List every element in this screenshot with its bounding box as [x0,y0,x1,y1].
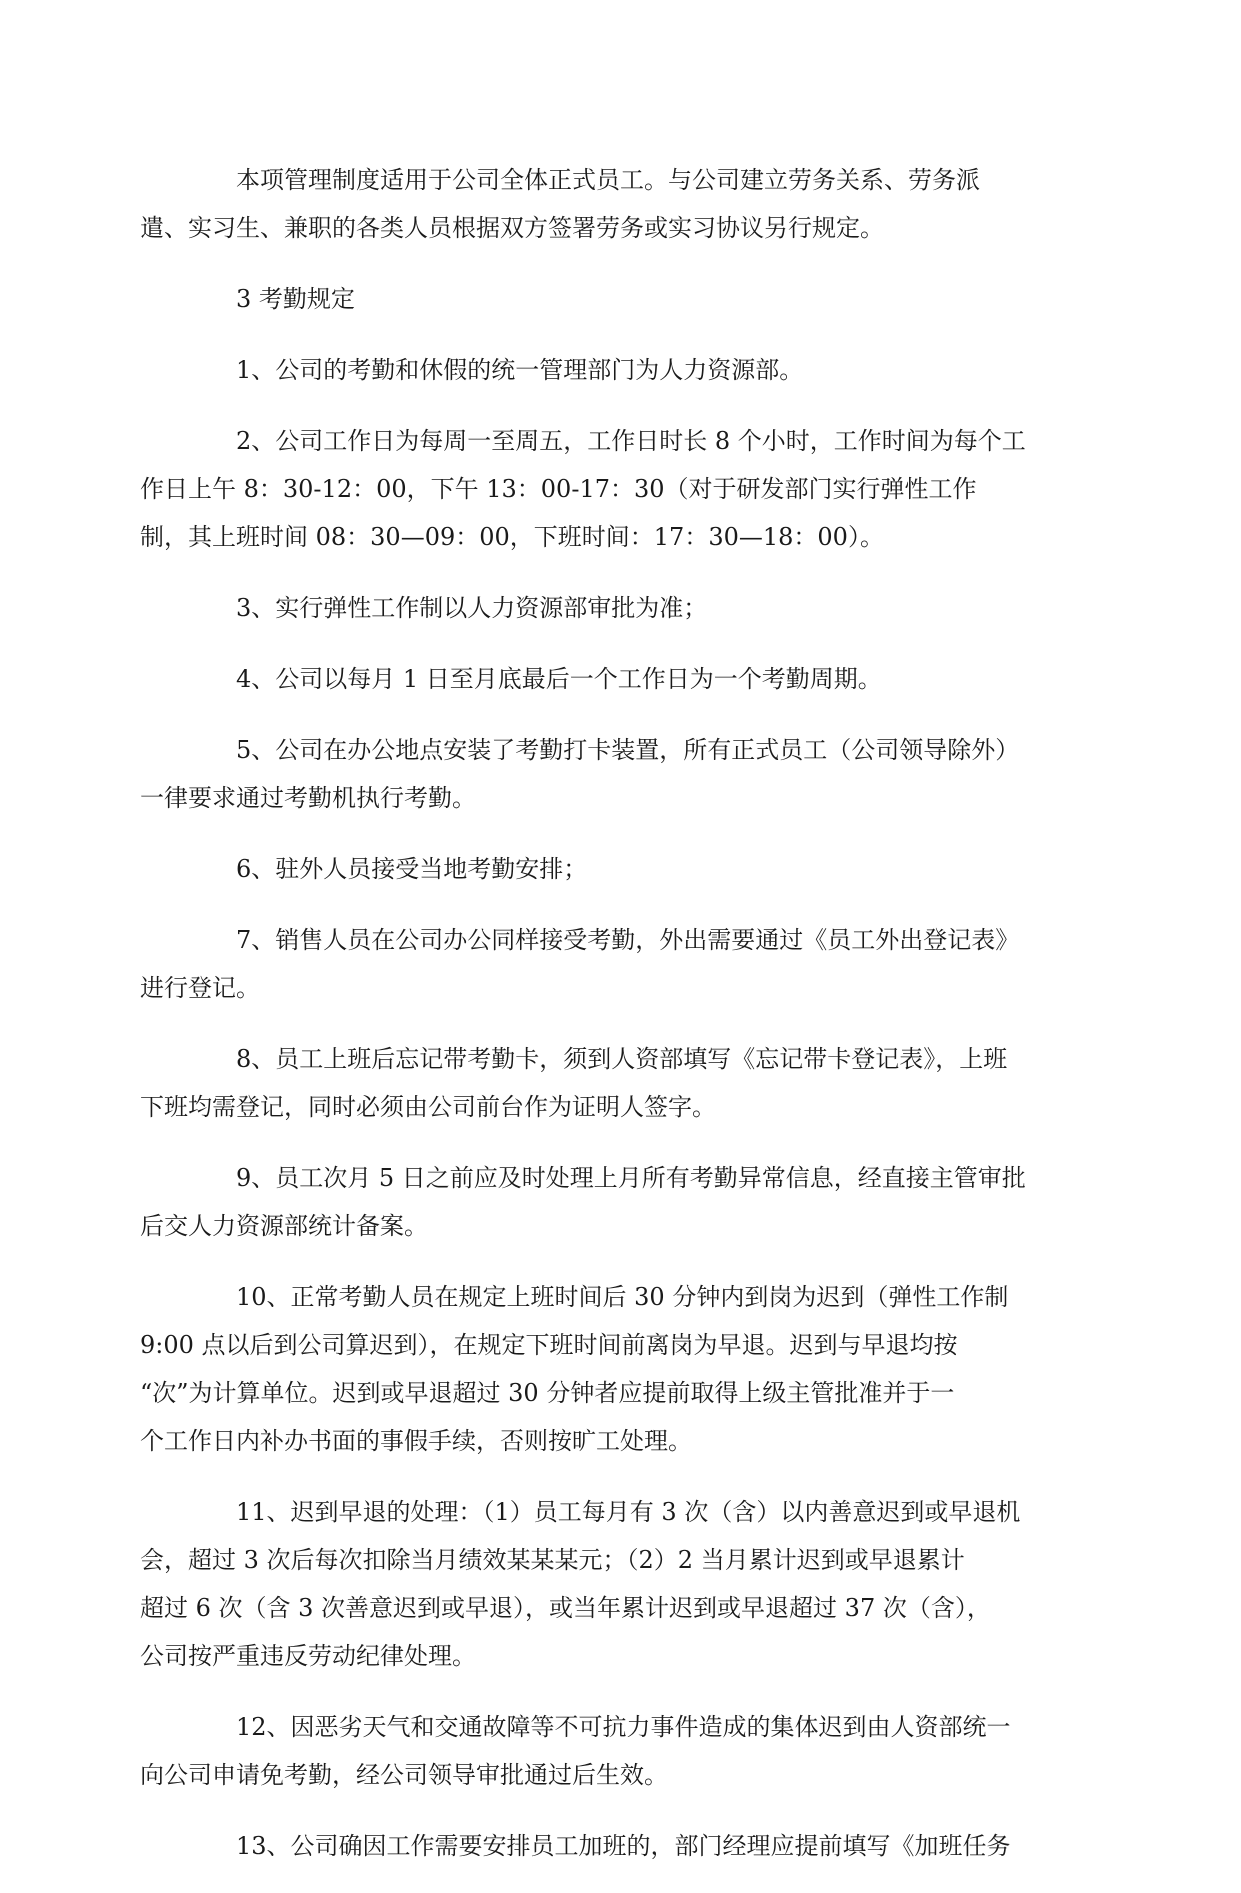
paragraph [188,845,1056,893]
paragraph [140,417,1056,561]
paragraph [140,916,1056,1012]
text-line: 个工作日内补办书面的事假手续，否则按旷工处理。 [140,1427,692,1455]
paragraph [140,156,1056,252]
text-line: 后交人力资源部统计备案。 [140,1212,428,1240]
paragraph [188,346,1056,394]
text-line: 公司按严重违反劳动纪律处理。 [140,1642,476,1670]
text-line: 10、正常考勤人员在规定上班时间后 30 分钟内到岗为迟到（弹性工作制 [236,1283,1009,1311]
text-line: 7、销售人员在公司办公同样接受考勤，外出需要通过《员工外出登记表》 [236,926,1020,954]
text-line: 6、驻外人员接受当地考勤安排； [236,855,588,883]
text-line: 本项管理制度适用于公司全体正式员工。与公司建立劳务关系、劳务派 [236,166,980,194]
paragraph [140,1703,1056,1799]
text-line: 13、公司确因工作需要安排员工加班的，部门经理应提前填写《加班任务 [236,1832,1011,1860]
text-line: 遣、实习生、兼职的各类人员根据双方签署劳务或实习协议另行规定。 [140,214,884,242]
paragraph [140,1488,1056,1680]
text-line: 8、员工上班后忘记带考勤卡，须到人资部填写《忘记带卡登记表》，上班 [236,1045,1008,1073]
paragraph [140,726,1056,822]
text-line: “次”为计算单位。迟到或早退超过 30 分钟者应提前取得上级主管批准并于一 [140,1379,955,1407]
text-line: 12、因恶劣天气和交通故障等不可抗力事件造成的集体迟到由人资部统一 [236,1713,1011,1741]
text-line: 超过 6 次（含 3 次善意迟到或早退），或当年累计迟到或早退超过 37 次（含）， [140,1594,991,1622]
paragraph [188,275,1056,323]
paragraph [140,1035,1056,1131]
paragraph [140,1273,1056,1465]
paragraph [188,655,1056,703]
text-line: 9、员工次月 5 日之前应及时处理上月所有考勤异常信息，经直接主管审批 [236,1164,1026,1192]
text-line: 1、公司的考勤和休假的统一管理部门为人力资源部。 [236,356,804,384]
text-line: 一律要求通过考勤机执行考勤。 [140,784,476,812]
paragraph [188,584,1056,632]
text-line: 制，其上班时间 08：30—09：00，下班时间：17：30—18：00）。 [140,523,884,551]
text-line: 下班均需登记，同时必须由公司前台作为证明人签字。 [140,1093,716,1121]
document-body [140,156,1056,1893]
text-line: 5、公司在办公地点安装了考勤打卡装置，所有正式员工（公司领导除外） [236,736,1020,764]
text-line: 作日上午 8：30-12：00，下午 13：00-17：30（对于研发部门实行弹性工作 [140,475,977,503]
text-line: 向公司申请免考勤，经公司领导审批通过后生效。 [140,1761,668,1789]
text-line: 9:00 点以后到公司算迟到），在规定下班时间前离岗为早退。迟到与早退均按 [140,1331,958,1359]
text-line: 2、公司工作日为每周一至周五，工作日时长 8 个小时，工作时间为每个工 [236,427,1026,455]
text-line: 3 考勤规定 [236,285,355,313]
text-line: 3、实行弹性工作制以人力资源部审批为准； [236,594,708,622]
text-line: 会，超过 3 次后每次扣除当月绩效某某某元；（2）2 当月累计迟到或早退累计 [140,1546,965,1574]
text-line: 进行登记。 [140,974,260,1002]
text-line: 4、公司以每月 1 日至月底最后一个工作日为一个考勤周期。 [236,665,882,693]
text-line: 11、迟到早退的处理：（1）员工每月有 3 次（含）以内善意迟到或早退机 [236,1498,1021,1526]
paragraph [188,1822,1056,1870]
paragraph [140,1154,1056,1250]
